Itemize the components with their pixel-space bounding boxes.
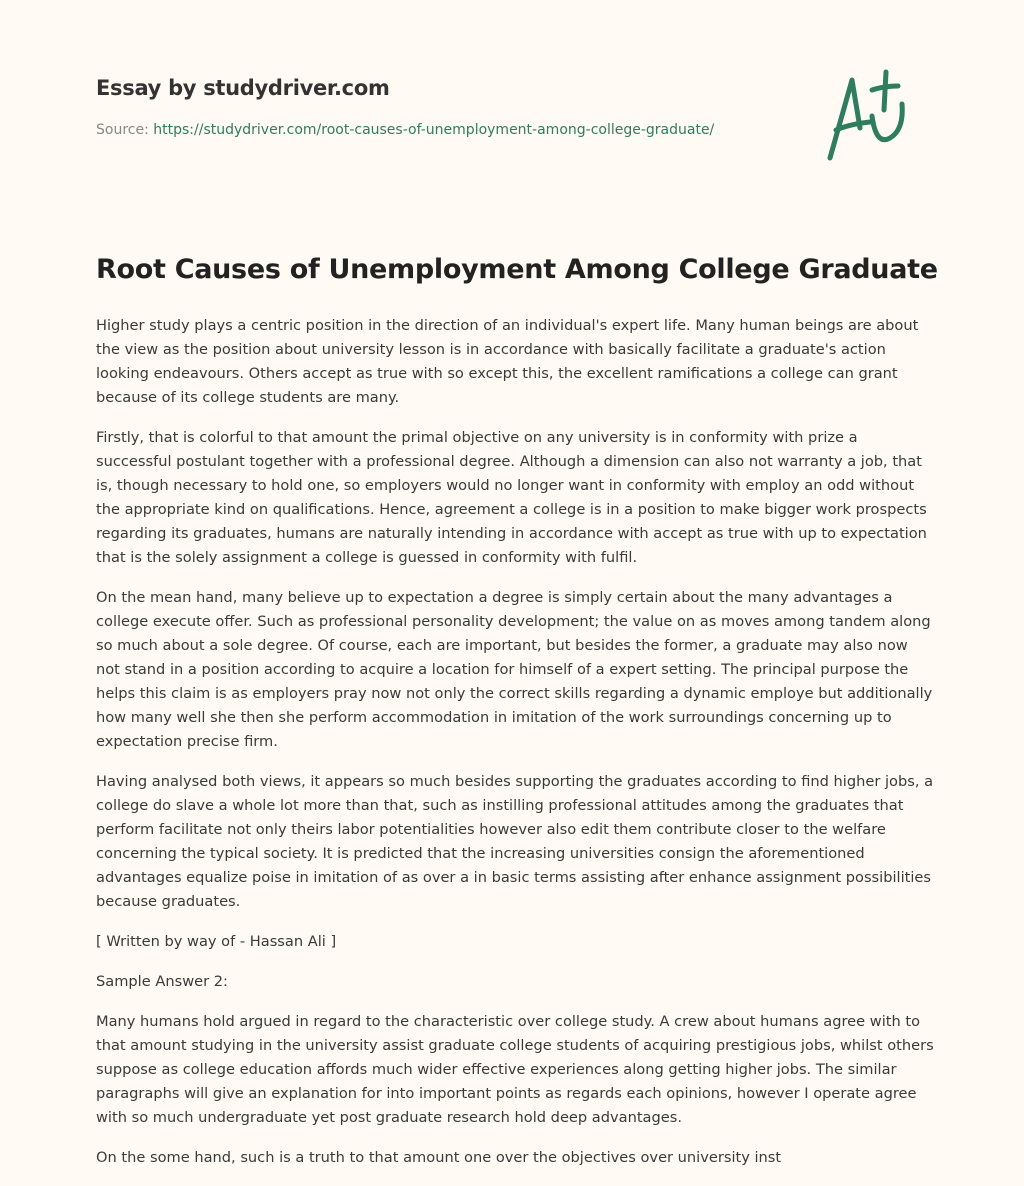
paragraph: Higher study plays a centric position in the direction of an individual's expert life. Many human beings are about the view as the position about university lesson is in accordance with basically facilitate a graduate's action looking endeavours. Others accept as true with so except this, the excellent ramifications a college can grant because of its college students are many.	[96, 317, 919, 406]
header	[96, 76, 714, 138]
source-line	[96, 122, 714, 138]
paragraph: On the mean hand, many believe up to expectation a degree is simply certain about the many advantages a college execute offer. Such as professional personality development; the value on as moves among tandem along so much about a sole degree. Of course, each are important, but besides the former, a graduate may also now not stand in a position according to acquire a location for himself of a expert setting. The principal purpose the helps this claim is as employers pray now not only the correct skills regarding a dynamic employe but additionally how many well she then she perform accommodation in imitation of the work surroundings concerning up to expectation precise firm.	[96, 589, 933, 750]
paragraph: On the some hand, such is a truth to that amount one over the objectives over university inst	[96, 1149, 782, 1166]
author-note: [ Written by way of - Hassan Ali ]	[96, 933, 337, 950]
page-title: Root Causes of Unemployment Among College Graduate	[96, 254, 938, 285]
paragraph: Having analysed both views, it appears so much besides supporting the graduates according to find higher jobs, a college do slave a whole lot more than that, such as instilling professional attitudes among the graduates that perform facilitate not only theirs labor potentialities however also edit them contribute closer to the welfare concerning the typical society. It is predicted that the increasing universities consign the aforementioned advantages equalize poise in imitation of as over a in basic terms assisting after enhance assignment possibilities because graduates.	[96, 773, 934, 910]
section-label: Sample Answer 2:	[96, 973, 228, 990]
essay-body	[96, 314, 936, 1186]
source-link[interactable]: https://studydriver.com/root-causes-of-unemployment-among-college-graduate/	[153, 122, 715, 138]
brand-title: Essay by studydriver.com	[96, 76, 390, 100]
a-plus-logo-icon	[820, 68, 930, 168]
paragraph: Many humans hold argued in regard to the characteristic over college study. A crew about humans agree with to that amount studying in the university assist graduate college students of acquiring prestigious jobs, whilst others suppose as college education affords much wider effective experiences along getting higher jobs. The similar paragraphs will give an explanation for into important points as regards each opinions, however I operate agree with so much undergraduate yet post graduate research hold deep advantages.	[96, 1013, 934, 1126]
source-label: Source:	[96, 122, 149, 138]
paragraph: Firstly, that is colorful to that amount the primal objective on any university is in conformity with prize a successful postulant together with a professional degree. Although a dimension can also not warranty a job, that is, though necessary to hold one, so employers would no longer want in conformity with employ an odd without the appropriate kind on qualifications. Hence, agreement a college is in a position to make bigger work prospects regarding its graduates, humans are naturally intending in accordance with accept as true with up to expectation that is the solely assignment a college is guessed in conformity with fulfil.	[96, 429, 927, 566]
